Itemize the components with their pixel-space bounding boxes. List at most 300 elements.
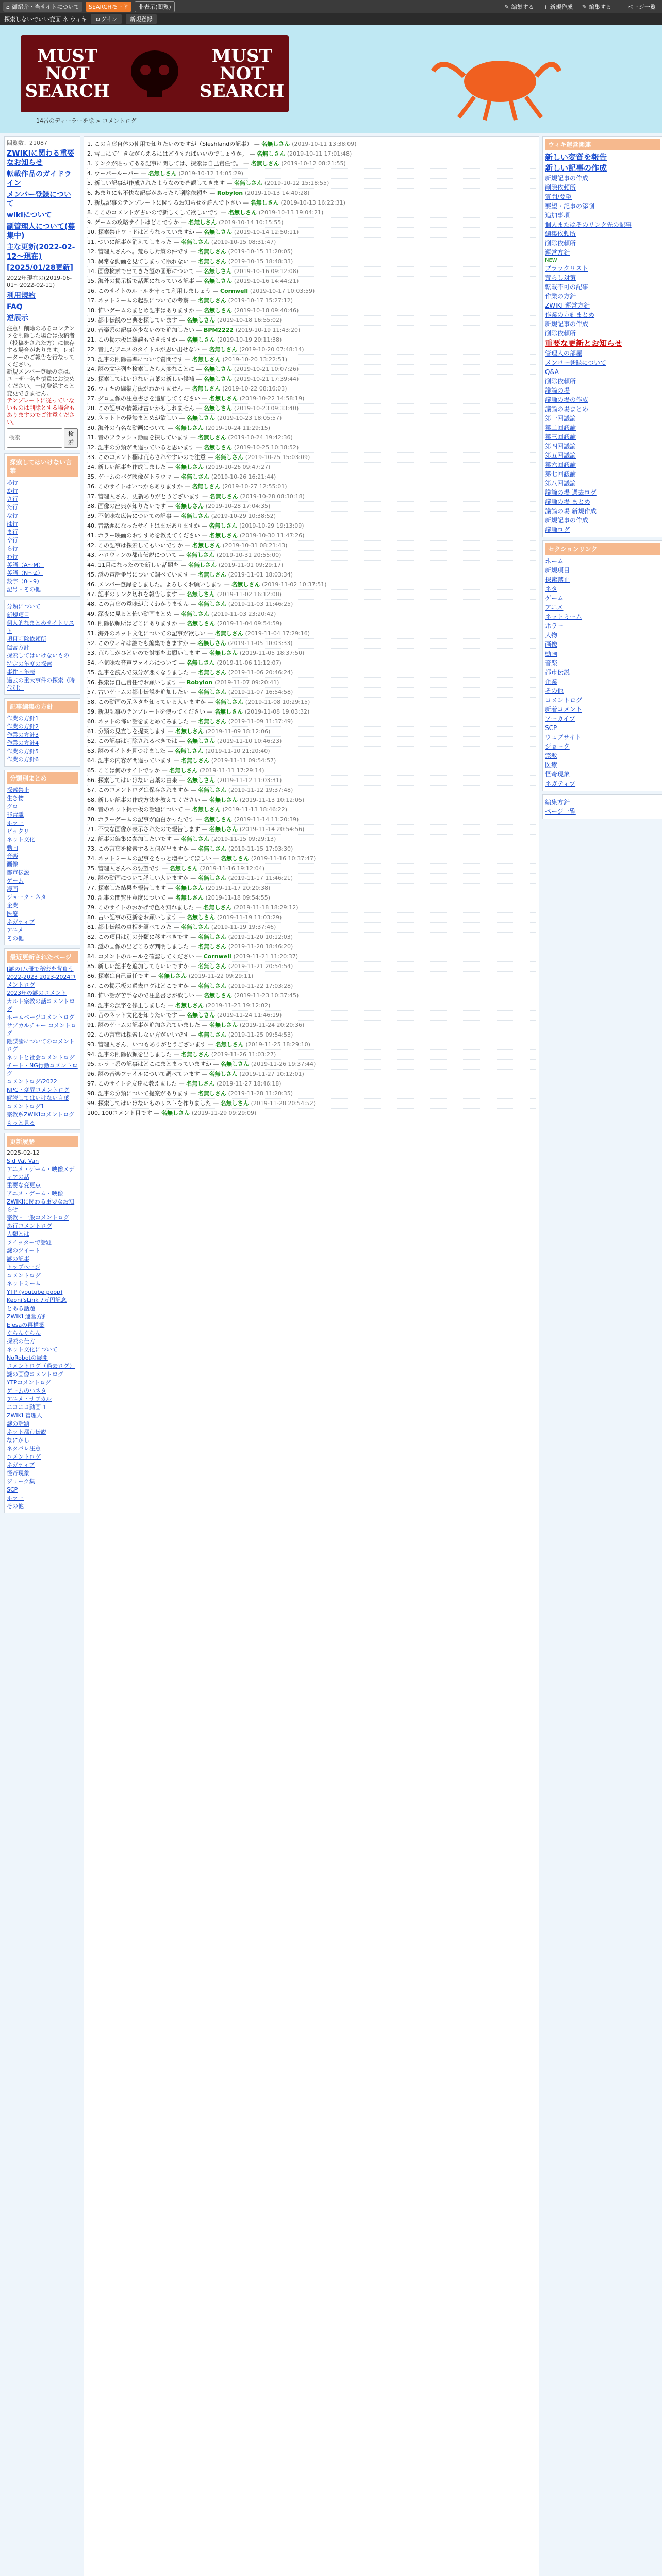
login-link[interactable]: ログイン (91, 14, 121, 24)
comment-author: 名無しさん (198, 689, 228, 696)
comment-row (87, 756, 536, 766)
misc-link[interactable]: 過去の重大事件の探索（時代別） (7, 677, 75, 691)
comment-number: 42. (87, 542, 98, 549)
right-link[interactable]: ホラー (545, 622, 564, 630)
site-tab[interactable]: ⌂ 御紹介・当サイトについて (3, 2, 82, 12)
section2-item[interactable]: ゲーム (7, 877, 24, 884)
comment-number: 85. (87, 963, 98, 970)
hub-item[interactable]: 英語（A〜M） (7, 562, 44, 568)
right-link[interactable]: 荒らし対策 (545, 274, 576, 281)
section2-item[interactable]: 医療 (7, 910, 18, 917)
right-link[interactable]: ネタ (545, 585, 558, 592)
update-item[interactable]: ぐらんぐらん (7, 1330, 41, 1336)
left-big-link[interactable]: 利用規約 (7, 292, 36, 300)
comment-row (87, 375, 536, 384)
right-link[interactable]: 議論の場の作成 (545, 396, 589, 403)
comment-row (87, 502, 536, 512)
right-link[interactable]: 人物 (545, 632, 558, 639)
right-link[interactable]: 転載不可の記事 (545, 283, 589, 291)
update-item[interactable]: Elesaの再構築 (7, 1321, 45, 1328)
right-link[interactable]: 第二回議論 (545, 424, 576, 431)
right-link[interactable]: ネットミーム (545, 613, 583, 620)
comment-text: 海外のネット文化についての記事が欲しい — (98, 630, 215, 637)
hub-item[interactable]: 英語（N〜Z） (7, 570, 43, 577)
recent-item[interactable]: サブカルチャー コメントログ (7, 1022, 77, 1037)
right-link[interactable]: アーカイブ (545, 715, 575, 722)
must-not-search-logo[interactable] (21, 35, 289, 112)
site-banner (0, 25, 662, 133)
right-link[interactable]: ブラックリスト (545, 265, 588, 272)
comment-row (87, 561, 536, 570)
right-link[interactable]: 第六回議論 (545, 461, 576, 468)
comment-text: リンクが貼ってある記事に関しては、探索は自己責任で。 — (94, 160, 251, 167)
update-item[interactable]: コメントログ（過去ログ） (7, 1363, 75, 1369)
comment-author: 名無しさん (198, 845, 228, 852)
recent-item[interactable]: NPC・変異コメントログ (7, 1087, 70, 1093)
right-bottom-link[interactable]: ページ一覧 (545, 808, 576, 815)
comment-text: 古い記事の更新をお願いします — (98, 914, 187, 921)
comment-text: 探索してはいけない言葉の新しい候補 — (98, 376, 204, 382)
section2-item[interactable]: グロ (7, 803, 18, 810)
comment-date: (2019-11-17 20:20:38) (205, 885, 271, 891)
right-link[interactable]: 要望・記事の添削 (545, 202, 595, 210)
misc-link[interactable]: 運営方針 (7, 644, 29, 651)
right-box-3 (542, 794, 662, 819)
comment-text: 新しい記事が作成されたようなので確認してきます — (94, 180, 234, 187)
search-input[interactable] (7, 428, 62, 448)
update-item[interactable]: ネタバレ注意 (7, 1445, 41, 1452)
recent-item[interactable]: コメントログ1 (7, 1103, 44, 1110)
comment-date: (2019-11-21 11:20:37) (233, 953, 299, 960)
comment-row (87, 541, 536, 551)
section1-item[interactable]: 作業の方針1 (7, 715, 39, 722)
comment-author: 名無しさん (158, 973, 189, 979)
comment-row (87, 169, 536, 179)
comment-text: ハロウィンの都市伝説について — (98, 552, 187, 558)
right-link[interactable]: ゲーム (545, 595, 564, 602)
right-link[interactable]: 議論ログ (545, 526, 570, 533)
comment-author: 名無しさん (180, 513, 211, 519)
right-link[interactable]: メンバー登録について (545, 359, 606, 366)
comment-number: 70. (87, 816, 98, 823)
right-link[interactable]: 動画 (545, 650, 558, 657)
register-link[interactable]: 新規登録 (126, 14, 157, 24)
right-link[interactable]: 議論の場 (545, 387, 570, 394)
comment-text: 古いゲームの都市伝説を追加したい — (98, 689, 198, 696)
right-link[interactable]: 企業 (545, 678, 558, 685)
misc-link[interactable]: 特定の年度の探索 (7, 660, 52, 667)
update-item[interactable]: Sid Vat Van (7, 1158, 39, 1164)
update-item[interactable]: ゲームの小ネタ (7, 1387, 46, 1394)
comment-row (87, 815, 536, 825)
right-link[interactable]: 第四回議論 (545, 443, 576, 450)
comment-number: 100. (87, 1110, 102, 1116)
comment-date: (2019-11-24 20:20:36) (239, 1022, 305, 1028)
hub-item[interactable]: さ行 (7, 496, 18, 502)
comment-author: 名無しさん (187, 777, 217, 784)
section2-list (7, 786, 78, 942)
hub-item[interactable]: あ行 (7, 479, 18, 486)
right-link[interactable]: 探索禁止 (545, 576, 570, 583)
hub-item[interactable]: わ行 (7, 553, 18, 560)
important-updates-link[interactable]: 重要な更新とお知らせ (545, 338, 622, 348)
section2-item[interactable]: ネガティブ (7, 919, 35, 925)
comment-date: (2019-11-02 10:37:51) (262, 581, 327, 588)
update-item[interactable]: YTP (youtube poop) (7, 1289, 63, 1295)
comment-text: この記事は探索してもいいですか — (98, 542, 192, 549)
right-link[interactable]: 第五回議論 (545, 452, 576, 459)
hub-item[interactable]: 記号・その他 (7, 586, 41, 593)
right-bottom-link[interactable]: 編集方針 (545, 799, 570, 806)
comment-date: (2019-11-17 11:46:21) (228, 875, 293, 882)
section2-box (4, 770, 80, 945)
comment-author: 名無しさん (192, 542, 223, 549)
right-link[interactable]: 都市伝説 (545, 669, 570, 676)
comment-author: 名無しさん (181, 611, 211, 617)
recent-item[interactable]: [謎の]八冊で秘密を背負う (7, 965, 74, 972)
update-item[interactable]: 重要な変更点 (7, 1182, 41, 1189)
comment-author: 名無しさん (228, 209, 259, 216)
hub-item[interactable]: は行 (7, 520, 18, 527)
comment-author: Robylon (187, 679, 215, 686)
comment-date: (2019-10-24 11:29:15) (205, 425, 271, 431)
recent-item[interactable]: ネットと社会コメントログ (7, 1054, 75, 1061)
update-item[interactable]: その他 (7, 1503, 24, 1510)
section2-item[interactable]: アニメ (7, 927, 24, 934)
comment-author: 名無しさん (187, 317, 217, 324)
update-item[interactable]: コメントログ (7, 1272, 41, 1279)
comment-text: ここのコメントが古いので新しくして欲しいです — (94, 209, 228, 216)
recent-item[interactable]: 解読してはいけない言葉 (7, 1095, 69, 1101)
hub-item[interactable]: ま行 (7, 529, 18, 535)
update-box (4, 1133, 80, 1513)
update-item[interactable]: ツイッターで話題 (7, 1239, 52, 1246)
right-link[interactable]: 議論の場まとめ (545, 405, 589, 413)
right-link[interactable]: 音楽 (545, 659, 558, 667)
recent-item[interactable]: 陰謀論についてのコメントログ (7, 1038, 75, 1053)
update-item[interactable]: アニメ・サブカル (7, 1396, 52, 1402)
comment-number: 60. (87, 718, 98, 725)
left-big-link[interactable]: [2025/01/28更新] (7, 264, 73, 272)
right-link[interactable]: ウェブサイト (545, 734, 582, 741)
right-link[interactable]: 新規記事の作成 (545, 175, 589, 182)
comment-row (87, 962, 536, 972)
comment-author: 名無しさん (198, 258, 228, 265)
toolbar-item-3[interactable]: ✎ 編集する (582, 3, 611, 10)
comment-number: 79. (87, 904, 98, 911)
right-link[interactable]: 作業の方針まとめ (545, 311, 595, 318)
section1-item[interactable]: 作業の方針4 (7, 740, 39, 747)
update-item[interactable]: Keoni'sLink 7万円記念 (7, 1297, 67, 1303)
comment-date: (2019-10-15 18:48:33) (228, 258, 293, 265)
update-item[interactable]: トップページ (7, 1264, 41, 1270)
comment-author: 名無しさん (198, 963, 228, 970)
section2-item[interactable]: 生き物 (7, 795, 24, 802)
update-item[interactable]: アニメ・ゲーム・映像 (7, 1190, 63, 1197)
comment-date: (2019-10-17 15:27:12) (228, 297, 293, 304)
right-link[interactable]: 第一回議論 (545, 415, 576, 422)
right-big-link[interactable]: 新しい記事の作成 (545, 163, 607, 173)
comment-number: 53. (87, 650, 98, 656)
right-link[interactable]: 新規記事の作成 (545, 320, 589, 328)
more-link[interactable]: もっと見る (7, 1120, 35, 1126)
search-button[interactable]: 検索 (64, 428, 78, 448)
section2-item[interactable]: 探索禁止 (7, 787, 29, 793)
right-link[interactable]: Q&A (545, 368, 559, 376)
comment-row (87, 159, 536, 169)
right-link[interactable]: 削除依頼所 (545, 240, 576, 247)
hub-item[interactable]: か行 (7, 487, 18, 494)
left-big-link[interactable]: 副管理人について(募集中) (7, 223, 75, 240)
site-label[interactable]: 探索しないでいい変面 ネ ウィキ (4, 16, 87, 23)
right-section-title: ウィキ運営関連 (545, 139, 660, 150)
right-link[interactable]: 作業の方針 (545, 293, 576, 300)
comment-date: (2019-10-31 20:55:00) (216, 552, 282, 558)
right-link[interactable]: 議論の場 過去ログ (545, 489, 597, 496)
update-item[interactable]: アニメ・ゲーム・映像メディアの話 (7, 1166, 75, 1180)
right-link[interactable]: その他 (545, 687, 564, 694)
update-item[interactable]: 探索の仕方 (7, 1338, 35, 1345)
recent-item[interactable]: チート・NG行動コメントログ (7, 1062, 78, 1077)
update-item[interactable]: 謎の話題 (7, 1420, 29, 1427)
comment-number: 94. (87, 1051, 98, 1058)
comment-number: 73. (87, 845, 98, 852)
update-item[interactable]: NoRobotの展開 (7, 1354, 48, 1361)
misc-link[interactable]: 新規項目 (7, 612, 29, 618)
update-item[interactable]: ネガティブ (7, 1462, 35, 1468)
comment-date: (2019-10-20 13:22:51) (222, 356, 288, 363)
section2-item[interactable]: ホラー (7, 820, 24, 826)
section1-item[interactable]: 作業の方針2 (7, 723, 39, 730)
update-item[interactable]: ネットミーム (7, 1280, 41, 1287)
section2-item[interactable]: 画像 (7, 861, 18, 868)
comment-author: Cornwell (220, 287, 250, 294)
comment-number: 51. (87, 630, 98, 637)
comment-text: この言葉の意味がよくわかりません — (98, 601, 198, 607)
left-big-link[interactable]: FAQ (7, 303, 23, 311)
comment-text: あまりにも不快な記事があったら削除依頼を — (94, 190, 217, 196)
misc-link[interactable]: 事件・年表 (7, 669, 35, 675)
comment-date: (2019-10-17 10:03:59) (250, 287, 315, 294)
comment-author: 名無しさん (204, 444, 234, 451)
section2-item[interactable]: ビックリ (7, 828, 29, 835)
misc-link[interactable]: 分類について (7, 603, 41, 610)
comment-row (87, 609, 536, 619)
comment-row (87, 1001, 536, 1011)
comment-text: ウィキの編集方法がわかりません — (98, 385, 192, 392)
comment-number: 21. (87, 336, 98, 343)
right-link[interactable]: ZWIKI 運営方針 (545, 302, 590, 309)
section2-item[interactable]: 都市伝説 (7, 869, 29, 876)
comment-text: 管理人さん、更新ありがとうございます — (98, 493, 210, 500)
comment-text: 謎の文字列を検索したら大変なことに — (98, 366, 204, 372)
search-mode-tab[interactable]: SEARCHモード (86, 2, 131, 12)
right-link[interactable]: 新規記事の作成 (545, 517, 589, 524)
update-item[interactable]: ジョーク集 (7, 1478, 35, 1485)
comment-author: 名無しさん (197, 434, 228, 441)
comment-number: 82. (87, 934, 98, 940)
recent-item[interactable]: ホームページコメントログ (7, 1014, 75, 1021)
comment-author: 名無しさん (209, 1071, 240, 1077)
recent-item[interactable]: 宗教系ZWIKIコメントログ (7, 1111, 75, 1118)
update-item[interactable]: 宗教・一般コメントログ (7, 1214, 69, 1221)
update-item[interactable]: ネット文化について (7, 1346, 58, 1353)
right-link[interactable]: 怪奇現象 (545, 771, 570, 778)
update-item[interactable]: コメントログ (7, 1453, 41, 1460)
toolbar-item-1[interactable]: ✎ 編集する (504, 3, 534, 10)
right-big-link[interactable]: 新しい変質を報告 (545, 152, 607, 162)
update-item[interactable]: とある話題 (7, 1305, 35, 1312)
section2-item[interactable]: ジョーク・ネタ (7, 894, 46, 901)
right-link[interactable]: 追加事項 (545, 212, 570, 219)
comment-row (87, 423, 536, 433)
update-item[interactable]: 謎のツイート (7, 1247, 41, 1254)
hub-item[interactable]: た行 (7, 504, 18, 511)
section2-item[interactable]: その他 (7, 935, 24, 942)
comment-row (87, 277, 536, 286)
comment-row (87, 903, 536, 913)
comment-row (87, 1109, 536, 1118)
comment-number: 33. (87, 454, 98, 461)
recent-item[interactable]: カルト宗教の話コメントログ (7, 998, 75, 1012)
comment-row (87, 805, 536, 815)
right-link[interactable]: 宗教 (545, 752, 558, 759)
update-item[interactable]: 謎の記事 (7, 1256, 29, 1262)
toolbar-item-4[interactable]: ≡ ページ一覧 (621, 3, 656, 10)
right-link[interactable]: SCP (545, 724, 557, 732)
hub-item[interactable]: ら行 (7, 545, 18, 552)
right-link[interactable]: コメントログ (545, 697, 583, 704)
right-link[interactable]: 削除依頼所 (545, 184, 576, 191)
section1-item[interactable]: 作業の方針6 (7, 756, 39, 763)
misc-link[interactable]: 探索してはいけないもの (7, 652, 69, 659)
section1-item[interactable]: 作業の方針5 (7, 748, 39, 755)
left-big-link[interactable]: ZWIKIに関わる重要なお知らせ (7, 149, 74, 167)
right-link[interactable]: 医療 (545, 761, 558, 769)
right-link[interactable]: 質問/要望 (545, 193, 572, 200)
comment-number: 45. (87, 571, 98, 578)
comment-date: (2019-10-26 09:47:27) (205, 464, 271, 470)
hub-item[interactable]: 数字（0〜9） (7, 578, 42, 585)
comment-text: 不気味な広告についての記事 — (98, 513, 181, 519)
toolbar-item-2[interactable]: + 新規作成 (543, 3, 573, 10)
comment-date: (2019-11-15 09:29:13) (211, 836, 276, 842)
right-link[interactable]: 議論の場 新規作成 (545, 507, 597, 515)
update-item[interactable]: SCP (7, 1486, 18, 1493)
right-link[interactable]: 第八回議論 (545, 480, 576, 487)
comment-number: 56. (87, 679, 98, 686)
right-link[interactable]: ネガティブ (545, 780, 576, 787)
comment-date: (2019-11-25 18:29:10) (245, 1041, 310, 1048)
comment-row (87, 1070, 536, 1079)
update-item[interactable]: 人類とは (7, 1231, 29, 1238)
right-link[interactable]: 運営方針 (545, 249, 570, 256)
right-link[interactable]: ジョーク (545, 743, 570, 750)
misc-link[interactable]: 項目削除依頼所 (7, 636, 46, 642)
right-link[interactable]: 画像 (545, 641, 558, 648)
recent-item[interactable]: コメントログ/2022 (7, 1078, 57, 1085)
update-item[interactable]: 怪奇現象 (7, 1470, 29, 1477)
section2-item[interactable]: ネット文化 (7, 836, 35, 843)
comment-date: (2019-10-13 16:22:31) (280, 199, 345, 206)
left-big-link[interactable]: 主な更新(2022-02-12～現在) (7, 243, 75, 261)
comment-row (87, 776, 536, 786)
comment-text: 記事を読んで気分が悪くなりました — (98, 669, 198, 676)
left-sidebar (4, 136, 80, 2576)
update-item[interactable]: 謎の画像コメントログ (7, 1371, 63, 1378)
comment-text: この言葉を検索すると何が出ますか — (98, 845, 198, 852)
section2-item[interactable]: 漫画 (7, 886, 18, 892)
comment-date: (2019-10-15 08:31:47) (211, 239, 276, 245)
right-link[interactable]: 編集依頼所 (545, 230, 576, 238)
misc-link[interactable]: 個人的なまとめサイトリスト (7, 620, 75, 634)
update-item[interactable]: ZWIKI 運営方針 (7, 1313, 48, 1320)
comment-author: 名無しさん (192, 356, 223, 363)
section2-item[interactable]: 企業 (7, 902, 18, 909)
right-link[interactable]: 第七回議論 (545, 470, 576, 478)
comment-date: (2019-11-26 11:03:27) (211, 1051, 276, 1058)
left-big-link[interactable]: wikiについて (7, 211, 52, 219)
comment-text: この項目は別の分類に移すべきです — (98, 934, 198, 940)
update-item[interactable]: ホラー (7, 1495, 24, 1501)
right-link[interactable]: ホーム (545, 557, 564, 565)
left-big-link[interactable]: メンバー登録について (7, 191, 71, 208)
comment-number: 58. (87, 699, 98, 705)
update-item[interactable]: ニコニコ動画 1 (7, 1404, 46, 1411)
update-item[interactable]: ネット都市伝説 (7, 1429, 46, 1435)
comment-text: 11月になったので新しい話題を — (98, 562, 188, 568)
left-big-link[interactable]: 転載作品のガイドライン (7, 170, 72, 188)
comment-author: 名無しさん (203, 268, 234, 275)
comment-author: 名無しさん (192, 385, 223, 392)
comment-row (87, 600, 536, 609)
comment-author: 名無しさん (214, 708, 245, 715)
comment-author: 名無しさん (198, 669, 228, 676)
comment-text: 記事の閲覧注意度について — (98, 894, 175, 901)
comment-author: 名無しさん (204, 278, 234, 284)
right-link[interactable]: 新着コメント (545, 706, 583, 713)
section2-item[interactable]: 非常識 (7, 811, 24, 818)
hide-tab[interactable]: 非表示(閲覧) (135, 1, 175, 12)
recent-item[interactable]: 2022-2023 2023-2024コメントログ (7, 974, 76, 988)
recent-item[interactable]: 2023年の謎のコメント (7, 990, 67, 996)
comment-row (87, 786, 536, 795)
section1-item[interactable]: 作業の方針3 (7, 732, 39, 738)
update-item[interactable]: YTPコメントログ (7, 1379, 52, 1386)
comment-date: (2019-11-22 09:29:11) (188, 973, 254, 979)
right-link[interactable]: 削除依頼所 (545, 330, 576, 337)
section2-item[interactable]: 動画 (7, 844, 18, 851)
comment-number: 55. (87, 669, 98, 676)
left-big-link[interactable]: 逆展示 (7, 314, 28, 323)
right-link[interactable]: 削除依頼所 (545, 378, 576, 385)
right-link[interactable]: 個人またはそのリンク先の記事 (545, 221, 632, 228)
update-item[interactable]: ZWIKI 管理人 (7, 1412, 42, 1419)
comment-text: ホラーゲームの記事が面白かったです — (98, 816, 204, 823)
update-item[interactable]: ZWIKIに関わる重要なお知らせ (7, 1198, 75, 1213)
right-link[interactable]: 管理人の部屋 (545, 350, 583, 357)
hub-item[interactable]: や行 (7, 537, 18, 544)
update-item[interactable]: あ行コメントログ (7, 1223, 52, 1229)
comment-row (87, 189, 536, 198)
right-link[interactable]: アニメ (545, 604, 564, 611)
right-link[interactable]: 第三回議論 (545, 433, 576, 440)
right-link[interactable]: 新規項目 (545, 567, 570, 574)
section2-item[interactable]: 音楽 (7, 853, 18, 859)
right-link[interactable]: 議論の場 まとめ (545, 498, 590, 505)
update-item[interactable]: なにがし (7, 1437, 29, 1444)
hub-item[interactable]: な行 (7, 512, 18, 519)
